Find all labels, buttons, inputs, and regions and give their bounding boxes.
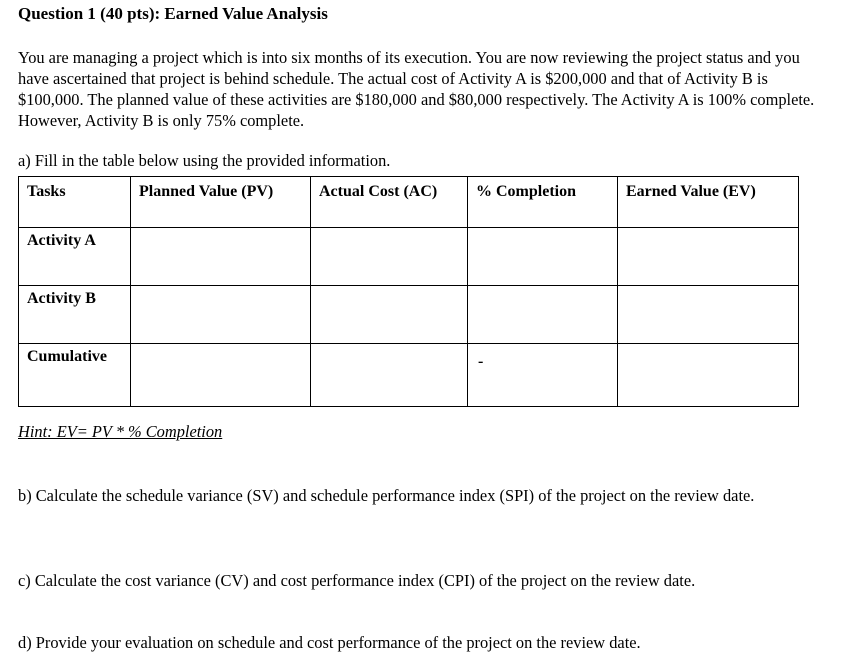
part-a-instruction: a) Fill in the table below using the provided information.	[18, 151, 391, 170]
hint-formula: Hint: EV= PV * % Completion	[18, 422, 223, 441]
cell-completion: -	[468, 344, 618, 407]
cell-ev	[618, 286, 799, 344]
cell-pv	[131, 344, 311, 407]
part-d-question: d) Provide your evaluation on schedule and cost performance of the project on the review date.	[18, 633, 641, 652]
row-label: Activity B	[19, 286, 131, 344]
part-c-question: c) Calculate the cost variance (CV) and cost performance index (CPI) of the project on the review date.	[18, 571, 696, 590]
table-row-activity-b	[19, 286, 799, 344]
cell-ac	[311, 228, 468, 286]
problem-statement: You are managing a project which is into six months of its execution. You are now reviewing the project status and you have ascertained that project is behind schedule. The actual cost of Activity A is $200,000 and that of Activity B is $100,000. The planned value of these activities are $180,000 and $80,000 respectively. The Activity A is 100% complete. However, Activity B is only 75% complete.	[18, 48, 815, 130]
cell-completion	[468, 286, 618, 344]
cell-pv	[131, 286, 311, 344]
table-row-activity-a	[19, 228, 799, 286]
part-b-question: b) Calculate the schedule variance (SV) and schedule performance index (SPI) of the project on the review date.	[18, 486, 755, 505]
header-tasks: Tasks	[19, 177, 131, 228]
cell-ev	[618, 344, 799, 407]
table-header-row	[19, 177, 799, 228]
header-actual-cost: Actual Cost (AC)	[311, 177, 468, 228]
row-label: Activity A	[19, 228, 131, 286]
question-title: Question 1 (40 pts): Earned Value Analysis	[18, 4, 328, 23]
header-planned-value: Planned Value (PV)	[131, 177, 311, 228]
cell-completion	[468, 228, 618, 286]
table-row-cumulative	[19, 344, 799, 407]
cell-ac	[311, 344, 468, 407]
row-label: Cumulative	[19, 344, 131, 407]
cell-ac	[311, 286, 468, 344]
header-earned-value: Earned Value (EV)	[618, 177, 799, 228]
cell-ev	[618, 228, 799, 286]
earned-value-table	[18, 176, 799, 407]
header-completion: % Completion	[468, 177, 618, 228]
cell-pv	[131, 228, 311, 286]
